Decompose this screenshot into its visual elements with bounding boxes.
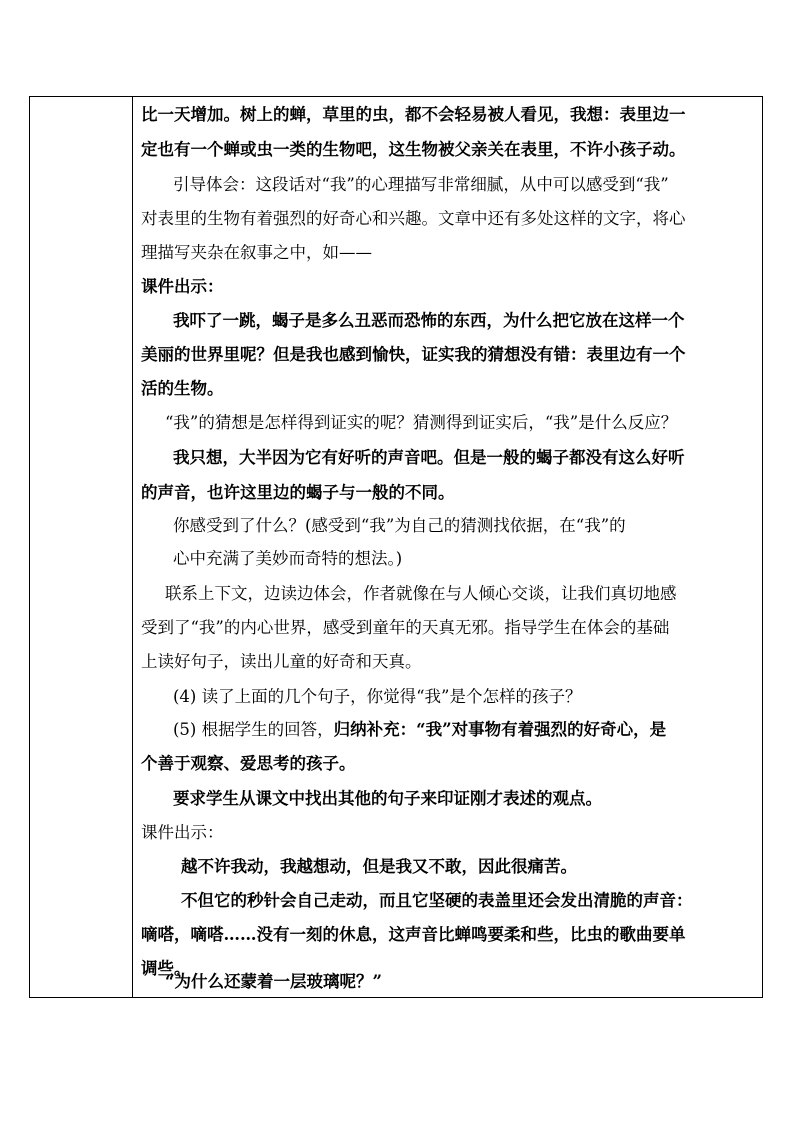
text-line: 你感受到了什么？(感受到“我”为自己的猜测找依据，在“我”的 xyxy=(173,516,626,535)
text-line: 越不许我动，我越想动，但是我又不敢，因此很痛苦。 xyxy=(181,857,577,876)
courseware-heading: 课件出示： xyxy=(141,277,224,296)
text-line: 比一天增加。树上的蝉，草里的虫，都不会轻易被人看见，我想：表里边一 xyxy=(141,105,686,124)
text-line: 定也有一个蝉或虫一类的生物吧，这生物被父亲关在表里，不许小孩子动。 xyxy=(141,140,686,159)
courseware-heading: 课件出示： xyxy=(141,823,224,842)
lesson-table xyxy=(29,96,763,998)
text-line xyxy=(173,714,762,746)
text-segment: (5) 根据学生的回答， xyxy=(173,720,334,739)
text-line: (4) 读了上面的几个句子，你觉得“我”是个怎样的孩子？ xyxy=(173,687,582,706)
text-line: 我吓了一跳，蝎子是多么丑恶而恐怖的东西，为什么把它放在这样一个 xyxy=(173,311,685,330)
text-line: 个善于观察、爱思考的孩子。 xyxy=(141,754,356,773)
text-line: “我”的猜想是怎样得到证实的呢？猜测得到证实后，“我”是什么反应？ xyxy=(165,413,678,432)
text-segment: 归纳补充：“我”对事物有着强烈的好奇心，是 xyxy=(333,720,667,739)
text-line: 引导体会：这段话对“我”的心理描写非常细腻，从中可以感受到“我” xyxy=(173,175,669,194)
text-line: 调些。 xyxy=(141,959,191,978)
text-line: 理描写夹杂在叙事之中，如—— xyxy=(141,243,372,262)
text-line: 要求学生从课文中找出其他的句子来印证刚才表述的观点。 xyxy=(173,789,602,808)
text-line: 对表里的生物有着强烈的好奇心和兴趣。文章中还有多处这样的文字，将心 xyxy=(141,209,686,228)
text-line: 我只想，大半因为它有好听的声音吧。但是一般的蝎子都没有这么好听 xyxy=(173,448,685,467)
text-line: 受到了“我”的内心世界，感受到童年的天真无邪。指导学生在体会的基础 xyxy=(141,618,670,637)
table-content-column xyxy=(133,97,762,997)
text-line: 上读好句子，读出儿童的好奇和天真。 xyxy=(141,652,422,671)
text-line: 的声音，也许这里边的蝎子与一般的不同。 xyxy=(141,483,455,502)
table-left-column xyxy=(30,97,133,997)
text-line: 嘀嗒，嘀嗒……没有一刻的休息，这声音比蝉鸣要柔和些，比虫的歌曲要单 xyxy=(141,925,686,944)
text-line: “为什么还蒙着一层玻璃呢？” xyxy=(165,972,382,991)
text-line: 活的生物。 xyxy=(141,379,224,398)
text-line: 联系上下文，边读边体会，作者就像在与人倾心交谈，让我们真切地感 xyxy=(165,584,677,603)
text-line: 美丽的世界里呢？但是我也感到愉快，证实我的猜想没有错：表里边有一个 xyxy=(141,345,686,364)
text-line: 不但它的秒针会自己走动，而且它坚硬的表盖里还会发出清脆的声音： xyxy=(181,891,693,910)
text-line: 心中充满了美妙而奇特的想法。) xyxy=(173,549,403,568)
